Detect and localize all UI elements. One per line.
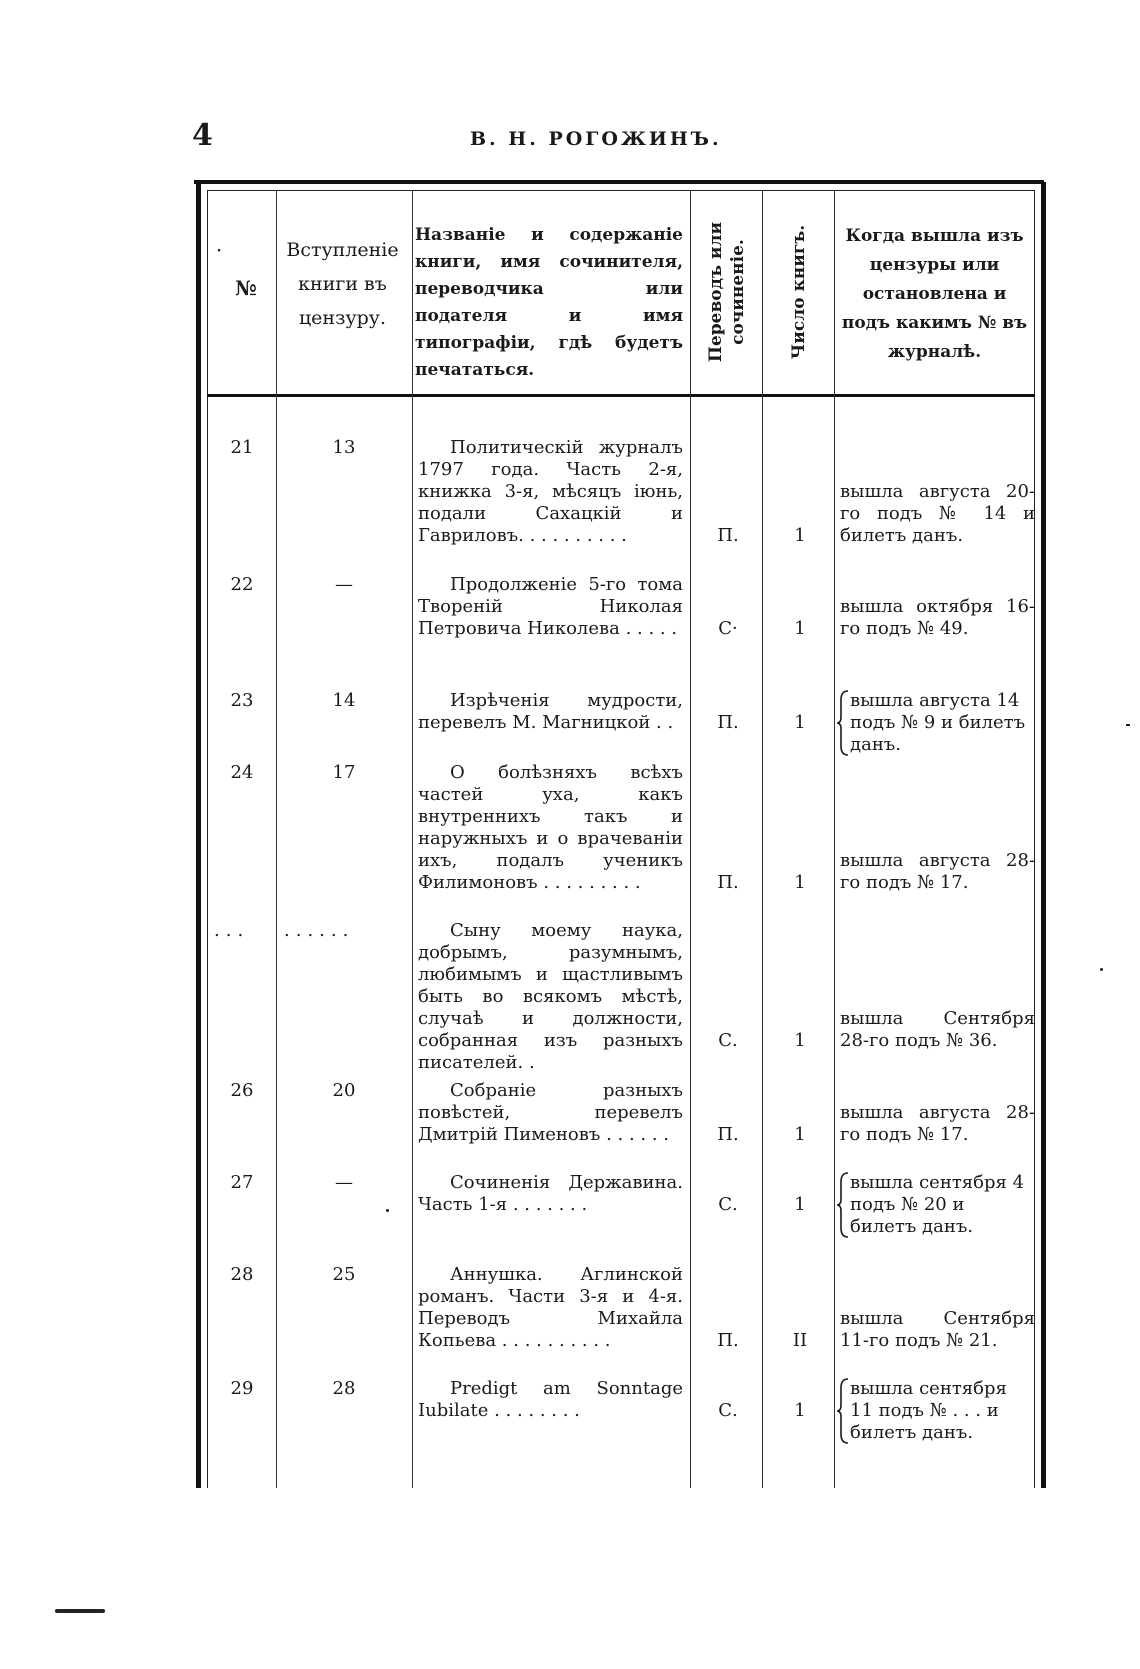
header-entry: Вступленіе книги въ цензуру. — [286, 239, 399, 329]
header-separator — [207, 394, 1035, 397]
row-when: вышла октября 16-го подъ № 49. — [840, 596, 1035, 639]
row-count: 1 — [794, 1124, 806, 1145]
row-when: вышла Сентября 28-го подъ № 36. — [840, 1008, 1035, 1051]
header-number: № — [235, 276, 257, 300]
row-count: 1 — [794, 1400, 806, 1421]
stray-mark — [386, 1209, 389, 1212]
row-number: 24 — [230, 762, 254, 783]
row-number: ... — [214, 920, 250, 941]
row-when: вышла сентября 4 подъ № 20 и билетъ данъ. — [850, 1172, 1025, 1237]
row-number: 21 — [230, 437, 254, 458]
row-count: 1 — [794, 525, 806, 546]
column-divider — [762, 190, 763, 1488]
page-number: 4 — [192, 118, 213, 153]
row-count: 1 — [794, 618, 806, 639]
row-entry: ...... — [284, 920, 355, 941]
row-type: П. — [717, 525, 739, 546]
table-frame-top — [194, 180, 1044, 184]
row-entry: — — [335, 574, 353, 595]
row-when: вышла августа 14 подъ № 9 и билетъ данъ. — [850, 690, 1026, 755]
row-count: 1 — [794, 712, 806, 733]
row-entry: 17 — [332, 762, 356, 783]
row-title: Сыну моему наука, добрымъ, разумнымъ, любимымъ и щастливымъ быть во всякомъ мѣстѣ, случаѣ и должности, собранная изъ разныхъ писателей. . — [418, 920, 683, 1073]
stray-mark — [55, 1609, 105, 1613]
row-when: вышла августа 28-го подъ № 17. — [840, 1102, 1035, 1145]
row-entry: — — [335, 1172, 353, 1193]
header-count: Число книгъ. — [789, 224, 809, 360]
column-divider — [276, 190, 277, 1488]
table-frame-inner-top — [207, 190, 1035, 191]
row-title: Аннушка. Аглинской романъ. Части 3-я и 4-я. Переводъ Михайла Копьева . . . . . . . . . . — [418, 1264, 683, 1351]
row-type: С· — [718, 618, 738, 639]
row-entry: 25 — [332, 1264, 356, 1285]
row-entry: 14 — [332, 690, 356, 711]
row-entry: 28 — [332, 1378, 356, 1399]
row-title: Сочиненія Державина. Часть 1-я . . . . . . . — [418, 1172, 683, 1215]
row-title: Predigt am Sonntage Iubilate . . . . . . . . — [418, 1378, 683, 1421]
row-number: 26 — [230, 1080, 254, 1101]
stray-mark — [1126, 724, 1130, 726]
table-frame-right-inner — [1034, 190, 1035, 1488]
row-count: 1 — [794, 1194, 806, 1215]
row-title: Изрѣченія мудрости, перевелъ М. Магницкой . . — [418, 690, 683, 733]
stray-mark — [1100, 968, 1103, 971]
row-number: 29 — [230, 1378, 254, 1399]
row-when: вышла августа 28-го подъ № 17. — [840, 850, 1035, 893]
row-number: 22 — [230, 574, 254, 595]
row-type: П. — [717, 712, 739, 733]
row-when: вышла сентября 11 подъ № . . . и билетъ данъ. — [850, 1378, 1007, 1443]
row-count: 1 — [794, 1030, 806, 1051]
header-title: Названіе и содержаніе книги, имя сочинителя, переводчика или подателя и имя типографіи, гдѣ будетъ печататься. — [415, 225, 683, 380]
row-title: О болѣзняхъ всѣхъ частей уха, какъ внутреннихъ такъ и наружныхъ и о врачеваніи ихъ, подалъ ученикъ Филимоновъ . . . . . . . . . — [418, 762, 683, 893]
header-count-cell — [764, 192, 834, 392]
header-dot: · — [216, 243, 222, 259]
header-when: Когда вышла изъ цензуры или остановлена и подъ какимъ № въ журналѣ. — [841, 226, 1028, 362]
column-divider — [690, 190, 691, 1488]
row-type: П. — [717, 872, 739, 893]
row-number: 27 — [230, 1172, 254, 1193]
row-entry: 13 — [332, 437, 356, 458]
row-count: II — [792, 1330, 808, 1351]
row-title: Собраніе разныхъ повѣстей, перевелъ Дмитрій Пименовъ . . . . . . — [418, 1080, 683, 1145]
table-frame-left-inner — [207, 190, 208, 1488]
row-type: С. — [718, 1030, 738, 1051]
column-divider — [412, 190, 413, 1488]
table-frame-right — [1041, 182, 1046, 1488]
header-type: Переводъ или сочиненіе. — [706, 221, 748, 363]
row-title: Продолженіе 5-го тома Твореній Николая Петровича Николева . . . . . — [418, 574, 683, 639]
row-type: П. — [717, 1124, 739, 1145]
row-when: вышла Сентября 11-го подъ № 21. — [840, 1308, 1035, 1351]
row-type: П. — [717, 1330, 739, 1351]
running-head: В. Н. РОГОЖИНЪ. — [470, 128, 722, 150]
row-type: С. — [718, 1194, 738, 1215]
row-type: С. — [718, 1400, 738, 1421]
header-type-cell — [692, 192, 762, 392]
row-when: вышла августа 20-го подъ № 14 и билетъ данъ. — [840, 481, 1035, 546]
row-title: Политическій журналъ 1797 года. Часть 2-я, книжка 3-я, мѣсяцъ іюнь, подали Сахацкій и Гавриловъ. . . . . . . . . . — [418, 437, 683, 546]
column-divider — [834, 190, 835, 1488]
row-count: 1 — [794, 872, 806, 893]
row-entry: 20 — [332, 1080, 356, 1101]
table-frame-left — [196, 182, 201, 1488]
row-number: 23 — [230, 690, 254, 711]
row-number: 28 — [230, 1264, 254, 1285]
